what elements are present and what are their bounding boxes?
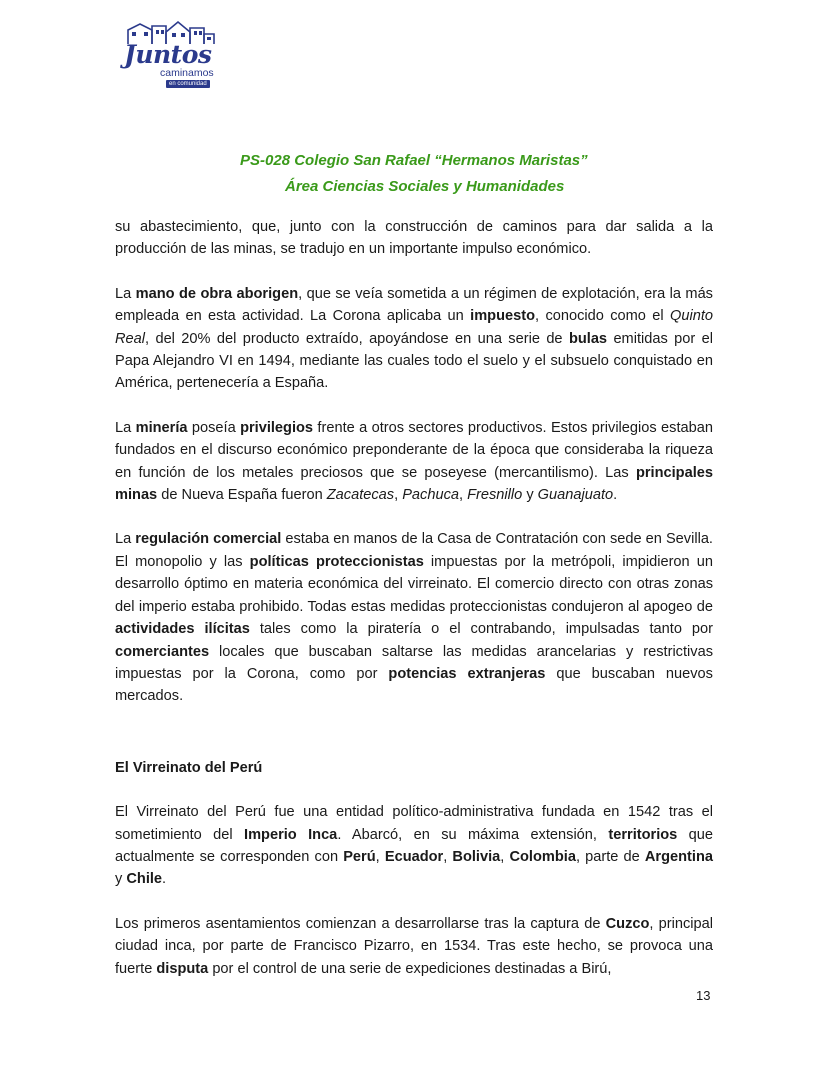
paragraph-settlements [115,913,713,980]
bold-term: potencias extranjeras [388,665,546,682]
text-run: impuestas por la metrópoli, impidieron un desarrollo óptimo en materia económica del virreinato. El comercio directo con otras zonas del imperio estaba prohibido. Todas estas medidas proteccionistas condujeron al apogeo de [115,553,713,615]
page-number: 13 [696,988,711,1003]
bold-term: regulación comercial [135,531,282,548]
paragraph-supply [115,216,713,261]
bold-term: actividades ilícitas [115,621,250,638]
text-run: . [613,487,618,504]
text-run: estaba en manos de la Casa de Contratación con sede en Sevilla. El monopolio y las [115,531,713,570]
text-run: y [522,487,538,504]
text-run: locales que buscaban saltarse las medidas arancelarias y restrictivas impuestas por la Corona, como por [115,643,713,682]
text-run: su abastecimiento, que, junto con la construcción de caminos para dar salida a la producción de las minas, se tradujo en un importante impulso económico. [115,219,713,258]
paragraph-commerce [115,528,713,707]
bold-term: Cuzco [605,915,650,932]
bold-term: mano de obra aborigen [135,285,299,302]
text-run: por el control de una serie de expediciones destinadas a Birú, [208,960,612,977]
paragraph-mining [115,417,713,507]
text-run: , parte de [575,848,645,865]
text-run: poseía [187,419,241,436]
paragraph-labor [115,283,713,395]
paragraph-peru [115,801,713,891]
text-run: de Nueva España fueron [157,487,327,504]
bold-term: políticas proteccionistas [249,553,424,570]
bold-term: Argentina [644,848,713,865]
section-heading: El Virreinato del Perú [115,759,263,776]
bold-term: Imperio Inca [244,826,338,843]
bold-term: Colombia [509,848,576,865]
school-logo [120,18,220,87]
bold-term: territorios [608,826,678,843]
text-run: y [115,871,127,888]
text-run: , del 20% del producto extraído, apoyándose en una serie de [145,330,569,347]
text-run: , [443,848,453,865]
italic-term: Quinto Real [115,308,713,347]
bold-term: privilegios [240,419,314,436]
bold-term: Chile [126,871,163,888]
bold-term: Perú [343,848,376,865]
bold-term: principales minas [115,464,713,504]
bold-term: Ecuador [384,848,444,865]
document-body [115,216,713,980]
logo-wordmark: Juntos [124,40,212,69]
text-run: , que se veía sometida a un régimen de explotación, era la más empleada en esta actividad. La Corona aplicaba un [115,285,713,325]
italic-term: Zacatecas [326,487,395,504]
text-run: que buscaban nuevos mercados. [115,665,713,705]
text-run: La [115,531,136,548]
logo-subtitle: caminamos [160,67,214,79]
bold-term: Bolivia [452,848,501,865]
bold-term: impuesto [470,308,536,325]
bold-term: minería [135,419,188,436]
text-run: Los primeros asentamientos comienzan a desarrollarse tras la captura de [115,915,606,932]
text-run: emitidas por el Papa Alejandro VI en 1494, mediante las cuales todo el suelo y el subsuelo conquistado en América, pertenecería a España. [115,330,713,392]
text-run: El Virreinato del Perú fue una entidad político-administrativa fundada en 1542 tras el sometimiento del [115,804,713,843]
logo-tagline: en comunidad [166,80,210,88]
text-run: . Abarcó, en su máxima extensión, [337,826,609,843]
text-run: , conocido como el [535,308,670,325]
header-school-name: PS-028 Colegio San Rafael “Hermanos Maristas” [240,152,588,169]
text-run: , [375,848,385,865]
text-run: , [394,487,403,504]
italic-term: Guanajuato [537,487,614,504]
text-run: frente a otros sectores productivos. Estos privilegios estaban fundados en el discurso económico preponderante de la época que consideraba la riqueza en función de los metales preciosos que se poseyese (mercantilismo). Las [115,419,713,481]
text-run: , [459,487,468,504]
italic-term: Pachuca [402,487,459,504]
text-run: La [115,419,136,436]
bold-term: disputa [156,960,209,977]
text-run: . [162,871,167,888]
bold-term: bulas [568,330,608,347]
text-run: , principal ciudad inca, por parte de Francisco Pizarro, en 1534. Tras este hecho, se provoca una fuerte [115,915,713,977]
bold-term: comerciantes [115,643,210,660]
header-area-name: Área Ciencias Sociales y Humanidades [285,178,565,195]
text-run: La [115,285,136,302]
text-run: que actualmente se corresponden con [115,826,714,865]
text-run: , [500,848,510,865]
text-run: tales como la piratería o el contrabando, impulsadas tanto por [249,621,713,638]
italic-term: Fresnillo [467,487,523,504]
